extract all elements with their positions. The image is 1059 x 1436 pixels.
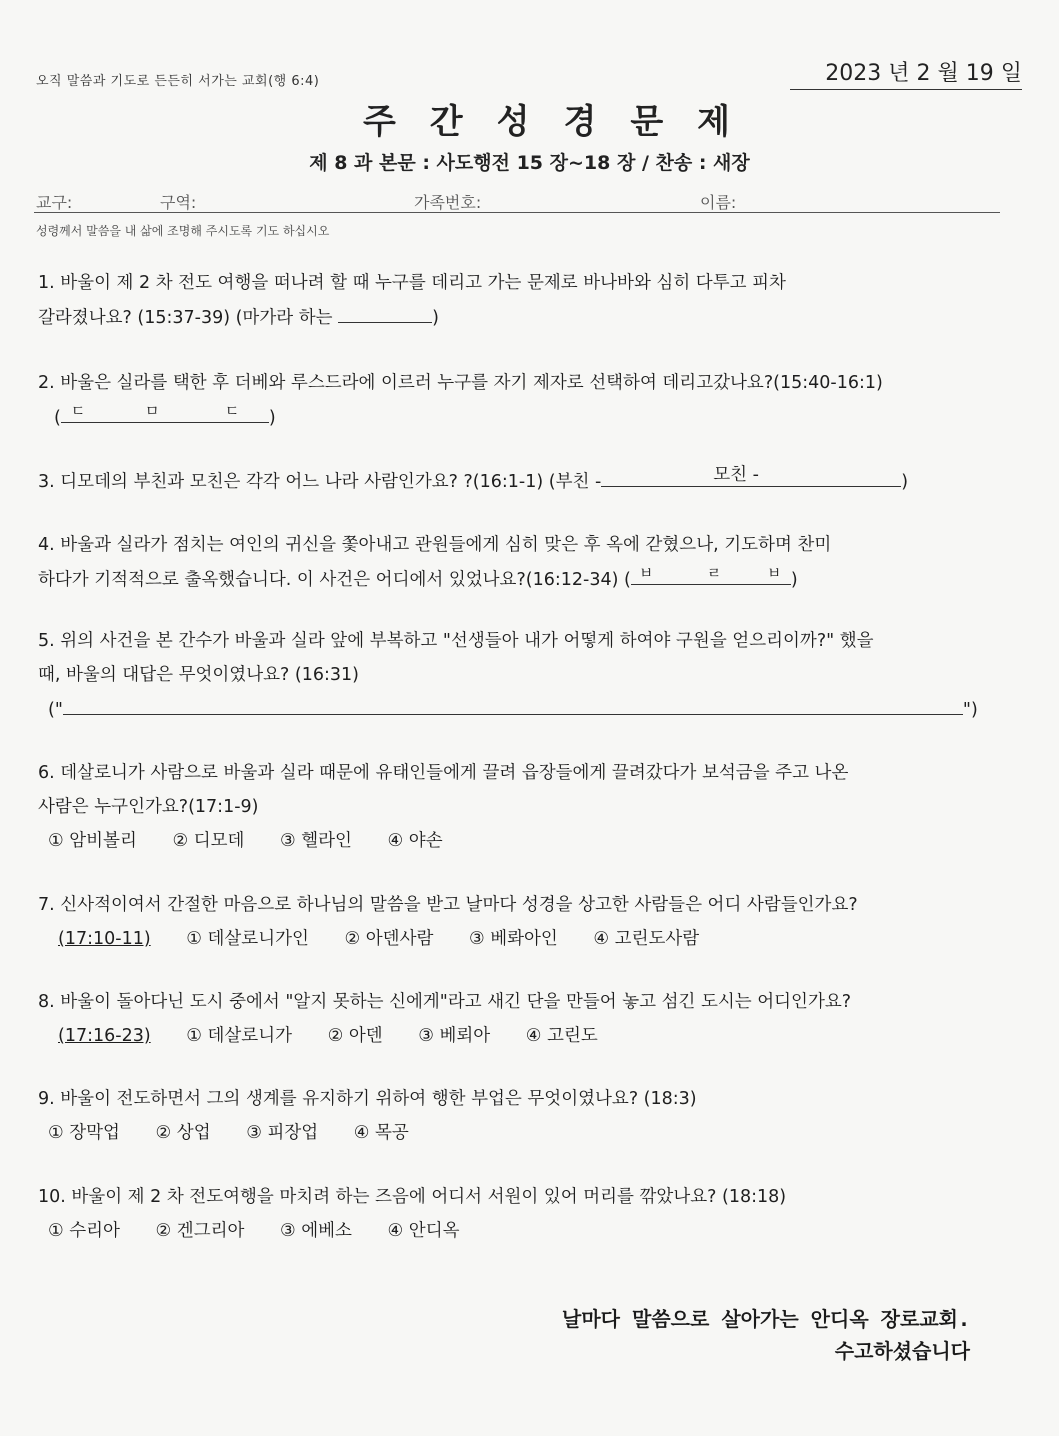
option-10-4[interactable]: ④ 안디옥 bbox=[387, 1221, 460, 1241]
option-9-2[interactable]: ② 상업 bbox=[155, 1123, 211, 1143]
field-name: 이름: bbox=[700, 193, 737, 212]
options-10 bbox=[38, 1214, 1028, 1248]
question-9: 9. 바울이 전도하면서 그의 생계를 유지하기 위하여 행한 부업은 무엇이였나요? (18:3) ① 장막업 ② 상업 ③ 피장업 ④ 목공 bbox=[38, 1082, 1028, 1150]
field-guyeok: 구역: bbox=[160, 193, 197, 212]
field-family-number: 가족번호: bbox=[414, 193, 482, 212]
option-6-4[interactable]: ④ 야손 bbox=[387, 831, 443, 851]
option-7-4[interactable]: ④ 고린도사람 bbox=[593, 929, 700, 949]
question-7: 7. 신사적이여서 간절한 마음으로 하나님의 말씀을 받고 날마다 성경을 상고한 사람들은 어디 사람들인가요? (17:10-11) ① 데살로니가인 ② 아덴사람 ③ 베롸아인 ④ 고린도사람 bbox=[38, 888, 1028, 956]
option-8-2[interactable]: ② 아덴 bbox=[327, 1026, 383, 1046]
closing-message: 날마다 말씀으로 살아가는 안디옥 장로교회. 수고하셨습니다 bbox=[562, 1307, 970, 1363]
reference-8: (17:16-23) bbox=[58, 1026, 151, 1046]
question-6: 6. 데살로니가 사람으로 바울과 실라 때문에 유태인들에게 끌려 읍장들에게 끌려갔다가 보석금을 주고 나온 사람은 누구인가요?(17:1-9) ① 암비볼리 ② 디모데 ③ 헬라인 ④ 야손 bbox=[38, 756, 1028, 858]
question-4: 4. 바울과 실라가 점치는 여인의 귀신을 쫓아내고 관원들에게 심히 맞은 후 옥에 갇혔으나, 기도하며 찬미 하다가 기적적으로 출옥했습니다. 이 사건은 어디에서 있었나요?(16:12-34) ( ㅂ ㄹ ㅂ ) bbox=[38, 535, 832, 590]
option-6-3[interactable]: ③ 헬라인 bbox=[280, 831, 352, 851]
answer-blank-5[interactable] bbox=[63, 692, 963, 715]
option-6-2[interactable]: ② 디모데 bbox=[172, 831, 245, 851]
church-motto: 오직 말씀과 기도로 든든히 서가는 교회(행 6:4) bbox=[36, 74, 320, 89]
option-8-1[interactable]: ① 데살로니가 bbox=[186, 1026, 293, 1046]
answer-blank-2[interactable]: ㄷ ㅁ ㄷ bbox=[61, 400, 269, 423]
option-9-1[interactable]: ① 장막업 bbox=[48, 1123, 120, 1143]
page-title: 주간성경문제 bbox=[362, 102, 765, 142]
answer-blank-4[interactable]: ㅂ ㄹ ㅂ bbox=[631, 562, 791, 585]
option-9-3[interactable]: ③ 피장업 bbox=[246, 1123, 319, 1143]
option-9-4[interactable]: ④ 목공 bbox=[353, 1123, 409, 1143]
reference-7: (17:10-11) bbox=[58, 929, 151, 949]
options-9 bbox=[38, 1116, 1028, 1150]
student-info-line bbox=[34, 188, 1000, 213]
question-3: 3. 디모데의 부친과 모친은 각각 어느 나라 사람인가요? ?(16:1-1) (부친 - 모친 - ) bbox=[38, 465, 909, 492]
question-5: 5. 위의 사건을 본 간수가 바울과 실라 앞에 부복하고 "선생들아 내가 어떻게 하여야 구원을 얻으리이까?" 했을 때, 바울의 대답은 무엇이였나요? (16:31) (" ") bbox=[38, 631, 978, 720]
worksheet-date: 2023 년 2 월 19 일 bbox=[790, 56, 1022, 90]
answer-blank-1[interactable] bbox=[338, 300, 432, 323]
field-gyogu: 교구: bbox=[36, 193, 73, 212]
option-10-2[interactable]: ② 겐그리아 bbox=[155, 1221, 245, 1241]
answer-blank-3[interactable]: 모친 - bbox=[601, 464, 901, 487]
option-7-1[interactable]: ① 데살로니가인 bbox=[186, 929, 309, 949]
options-7 bbox=[38, 922, 1028, 956]
question-10: 10. 바울이 제 2 차 전도여행을 마치려 하는 즈음에 어디서 서원이 있어 머리를 깎았나요? (18:18) ① 수리아 ② 겐그리아 ③ 에베소 ④ 안디옥 bbox=[38, 1180, 1028, 1248]
option-10-3[interactable]: ③ 에베소 bbox=[280, 1221, 352, 1241]
lesson-subtitle: 제 8 과 본문 : 사도행전 15 장~18 장 / 찬송 : 새장 bbox=[309, 152, 750, 174]
option-8-4[interactable]: ④ 고린도 bbox=[525, 1026, 598, 1046]
question-1: 1. 바울이 제 2 차 전도 여행을 떠나려 할 때 누구를 데리고 가는 문제로 바나바와 심히 다투고 피차 갈라졌나요? (15:37-39) (마가라 하는 ) bbox=[38, 273, 786, 328]
option-8-3[interactable]: ③ 베뢰아 bbox=[418, 1026, 491, 1046]
prayer-instruction: 성령께서 말씀을 내 삶에 조명해 주시도록 기도 하십시오 bbox=[36, 224, 330, 238]
option-10-1[interactable]: ① 수리아 bbox=[48, 1221, 120, 1241]
option-7-3[interactable]: ③ 베롸아인 bbox=[468, 929, 558, 949]
option-7-2[interactable]: ② 아덴사람 bbox=[344, 929, 434, 949]
question-2: 2. 바울은 실라를 택한 후 더베와 루스드라에 이르러 누구를 자기 제자로 선택하여 데리고갔나요?(15:40-16:1) ( ㄷ ㅁ ㄷ ) bbox=[38, 373, 883, 428]
option-6-1[interactable]: ① 암비볼리 bbox=[48, 831, 137, 851]
options-6 bbox=[38, 824, 1028, 858]
options-8 bbox=[38, 1019, 1028, 1053]
question-8: 8. 바울이 돌아다닌 도시 중에서 "알지 못하는 신에게"라고 새긴 단을 만들어 놓고 섬긴 도시는 어디인가요? (17:16-23) ① 데살로니가 ② 아덴 ③ 베뢰아 ④ 고린도 bbox=[38, 985, 1028, 1053]
